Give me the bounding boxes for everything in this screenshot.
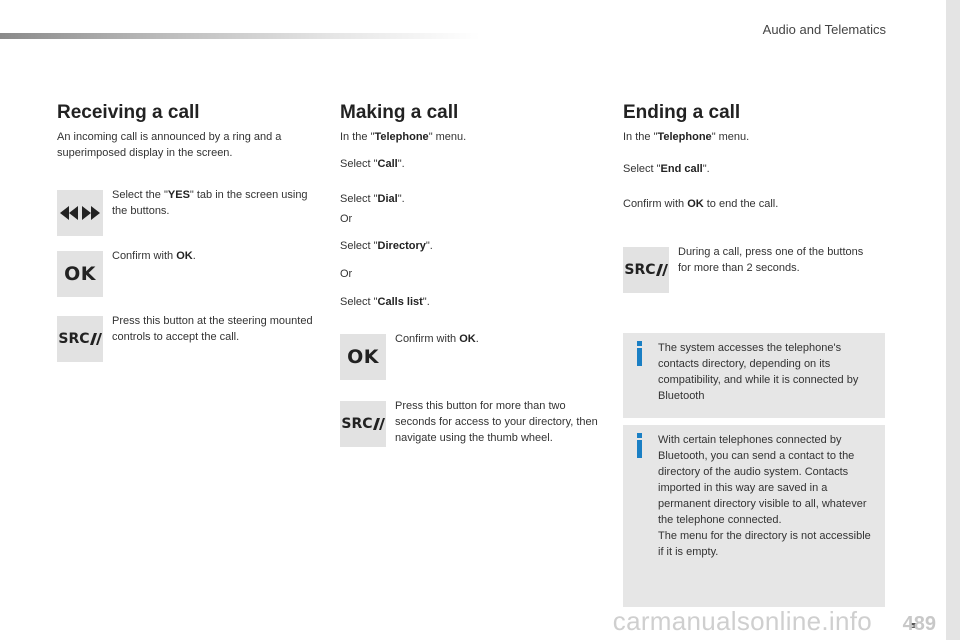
making-line1: In the "Telephone" menu. [340,131,467,143]
ending-line3: Confirm with OK to end the call. [623,198,779,210]
src-button-icon [340,401,386,447]
making-or1: Or [340,213,353,225]
info-text: With certain telephones connected by Bluetooth, you can send a contact to the directory of the audio system. Contacts imported in this way are saved in a permanent directory visible to all, whatever the telephone connected. The menu for the directory is not accessible if it is empty. [658,434,871,558]
phone-handset-icon [656,262,668,278]
src-icon-label: SRC [341,416,373,432]
info-box [623,333,885,418]
src-icon-label: SRC [58,331,90,347]
making-line3: Select "Dial". [340,193,405,205]
phone-handset-icon [90,331,102,347]
making-title: Making a call [340,102,459,123]
receiving-step2: Confirm with OK. [112,250,196,262]
receiving-step1: Select the "YES" tab in the screen using the buttons. [112,189,308,217]
info-box [623,425,885,607]
info-icon [637,348,642,366]
ending-press: During a call, press one of the buttons for more than 2 seconds. [678,246,864,274]
src-button-icon [57,316,103,362]
making-line4: Select "Directory". [340,240,433,252]
src-button-icon [623,247,669,293]
phone-handset-icon [373,416,385,432]
ok-button-icon [57,251,103,297]
arrows-button-icon [57,190,103,236]
ending-title: Ending a call [623,102,741,123]
making-line5: Select "Calls list". [340,296,430,308]
arrows-left-right-icon [60,205,100,221]
receiving-intro: An incoming call is announced by a ring and a superimposed display in the screen. [57,131,282,159]
header-gradient-bar [0,33,480,39]
making-press: Press this button for more than two seconds for access to your directory, then navigate using the thumb wheel. [395,400,598,444]
ending-line2: Select "End call". [623,163,710,175]
src-icon-label: SRC [624,262,656,278]
ok-icon-label: OK [347,346,379,368]
page-number: 489 [902,613,936,635]
making-line2: Select "Call". [340,158,405,170]
receiving-step3: Press this button at the steering mounted controls to accept the call. [112,315,313,343]
info-icon [637,440,642,458]
section-title: Audio and Telematics [762,22,886,37]
making-confirm: Confirm with OK. [395,333,479,345]
ok-button-icon [340,334,386,380]
watermark: carmanualsonline.info [612,606,872,636]
ok-icon-label: OK [64,263,96,285]
page-edge-tab [946,0,960,640]
making-or2: Or [340,268,353,280]
info-text: The system accesses the telephone's contacts directory, depending on its compatibility, and while it is connected by Bluetooth [658,342,859,402]
receiving-title: Receiving a call [57,102,200,123]
ending-line1: In the "Telephone" menu. [623,131,750,143]
